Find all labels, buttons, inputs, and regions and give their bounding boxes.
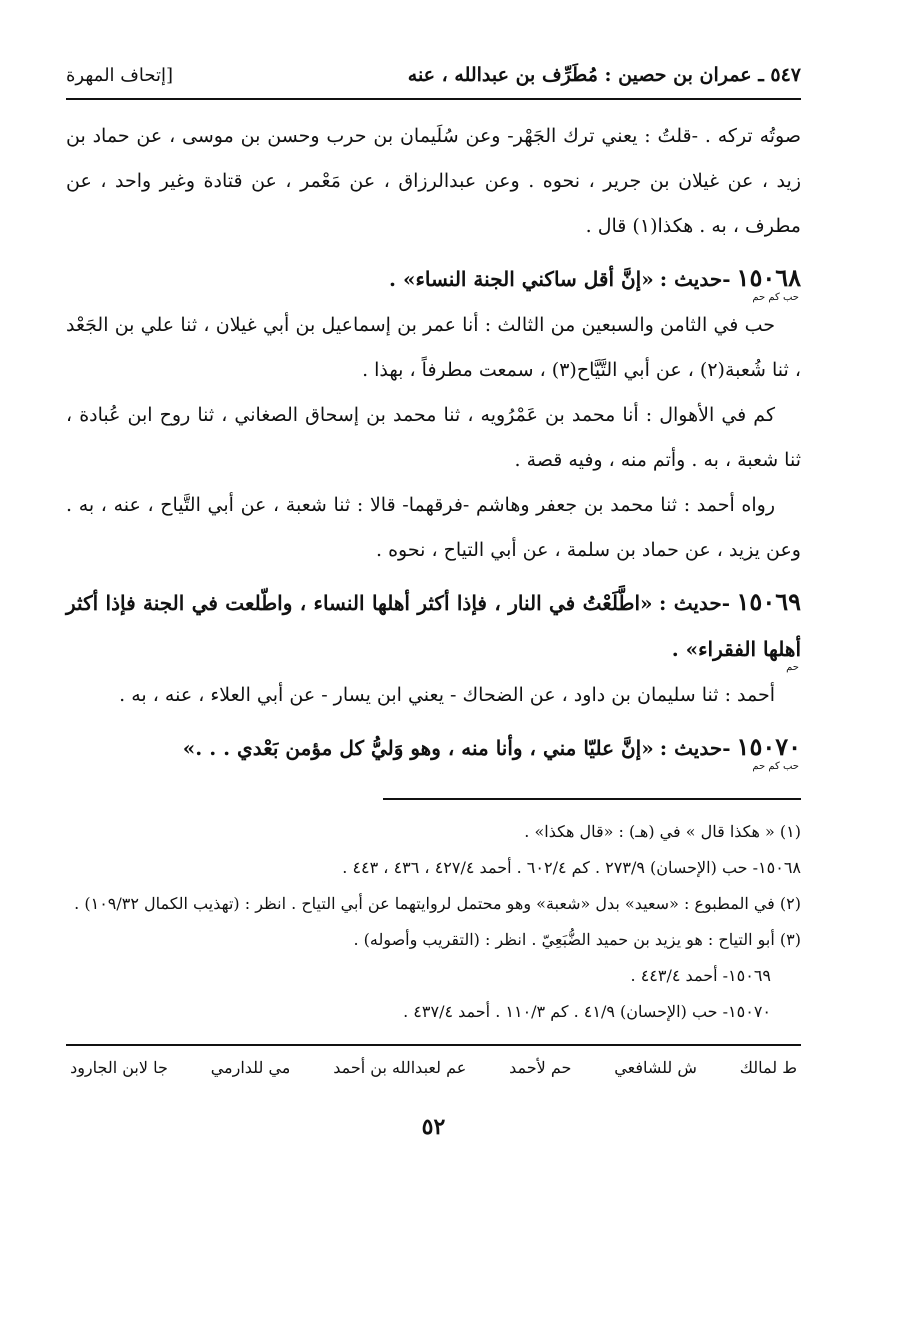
footnote: ١٥٠٦٩- أحمد ٤٤٣/٤ . [630,966,771,985]
footnotes [66,814,801,1030]
paragraph: رواه أحمد : ثنا محمد بن جعفر وهاشم -فرقهما- قالا : ثنا شعبة ، عن أبي التَّياح ، عنه ، به . وعن يزيد ، عن حماد بن سلمة ، عن أبي التياح ، نحوه . [66,494,801,561]
hadith-label: -حديث : [659,736,731,760]
header-chapter-title: ٥٤٧ ـ عمران بن حصين : مُطَرِّف بن عبدالله ، عنه [407,64,801,86]
abbreviation-item: حم لأحمد [509,1058,572,1077]
footnote: (٢) في المطبوع : «سعيد» بدل «شعبة» وهو محتمل لروايتهما عن أبي التياح . انظر : (تهذيب الكمال ١٠٩/٣٢) . [74,894,801,913]
hadith-sigla: حم [786,662,799,673]
hadith-label: -حديث : [659,267,731,291]
hadith-sigla: حب كم حم [752,292,799,303]
hadith-text: «اطَّلَعْتُ في النار ، فإذا أكثر أهلها النساء ، واطّلعت في الجنة فإذا أكثر أهلها الفقراء» . [66,591,801,661]
footnote-divider [383,798,801,800]
footnote: ١٥٠٦٨- حب (الإحسان) ٢٧٣/٩ . كم ٦٠٢/٤ . أحمد ٤٢٧/٤ ، ٤٣٦ ، ٤٤٣ . [342,858,801,877]
abbreviation-item: جا لابن الجارود [70,1058,168,1077]
footnote: ١٥٠٧٠- حب (الإحسان) ٤١/٩ . كم ١١٠/٣ . أحمد ٤٣٧/٤ . [403,1002,771,1021]
page [66,52,801,1325]
page-number: ٥٢ [421,1114,446,1140]
hadith-heading [66,579,801,673]
abbreviation-item: مي للدارمي [210,1058,291,1077]
running-header [66,52,801,100]
hadith-number: ١٥٠٦٨ [736,263,801,292]
hadith-text: «إنَّ أقل ساكني الجنة النساء» . [389,267,654,291]
header-book-title: [إتحاف المهرة [66,65,174,86]
abbreviation-item: ط لمالك [739,1058,797,1077]
hadith-label: -حديث : [658,591,731,615]
abbreviation-item: ش للشافعي [614,1058,697,1077]
hadith-heading [66,255,801,303]
paragraph: كم في الأهوال : أنا محمد بن عَمْرُويه ، ثنا محمد بن إسحاق الصغاني ، ثنا روح ابن عُبادة ، ثنا شعبة ، به . وأتم منه ، وفيه قصة . [66,404,801,471]
paragraph: حب في الثامن والسبعين من الثالث : أنا عمر بن إسماعيل بن أبي غيلان ، ثنا علي بن الجَعْد ، ثنا شُعبة(٢) ، عن أبي التَّيَّاح(٣) ، سمعت مطرفاً ، بهذا . [66,314,801,381]
hadith-number: ١٥٠٦٩ [736,587,801,616]
hadith-text: «إنَّ عليّا مني ، وأنا منه ، وهو وَليُّ كل مؤمن بَعْدي . . .» [182,736,654,760]
paragraph: أحمد : ثنا سليمان بن داود ، عن الضحاك - يعني ابن يسار - عن أبي العلاء ، عنه ، به . [119,684,775,706]
main-text [66,100,801,772]
abbreviation-item: عم لعبدالله بن أحمد [333,1058,467,1077]
paragraph: صوتُه تركه . -قلتُ : يعني ترك الجَهْر- وعن سُلَيمان بن حرب وحسن بن موسى ، عن حماد بن زيد ، عن غيلان بن جرير ، نحوه . وعن عبدالرزاق ، عن مَعْمر ، عن قتادة وغير واحد ، عن مطرف ، به . هكذا(١) قال . [66,125,801,237]
hadith-heading [66,724,801,772]
hadith-sigla: حب كم حم [752,761,799,772]
footnote: (١) « هكذا قال » في (هـ) : «قال هكذا» . [524,822,801,841]
abbreviation-key [66,1046,801,1090]
footnote: (٣) أبو التياح : هو يزيد بن حميد الضُّبَعِيّ . انظر : (التقريب وأصوله) . [353,930,801,949]
hadith-number: ١٥٠٧٠ [736,732,801,761]
